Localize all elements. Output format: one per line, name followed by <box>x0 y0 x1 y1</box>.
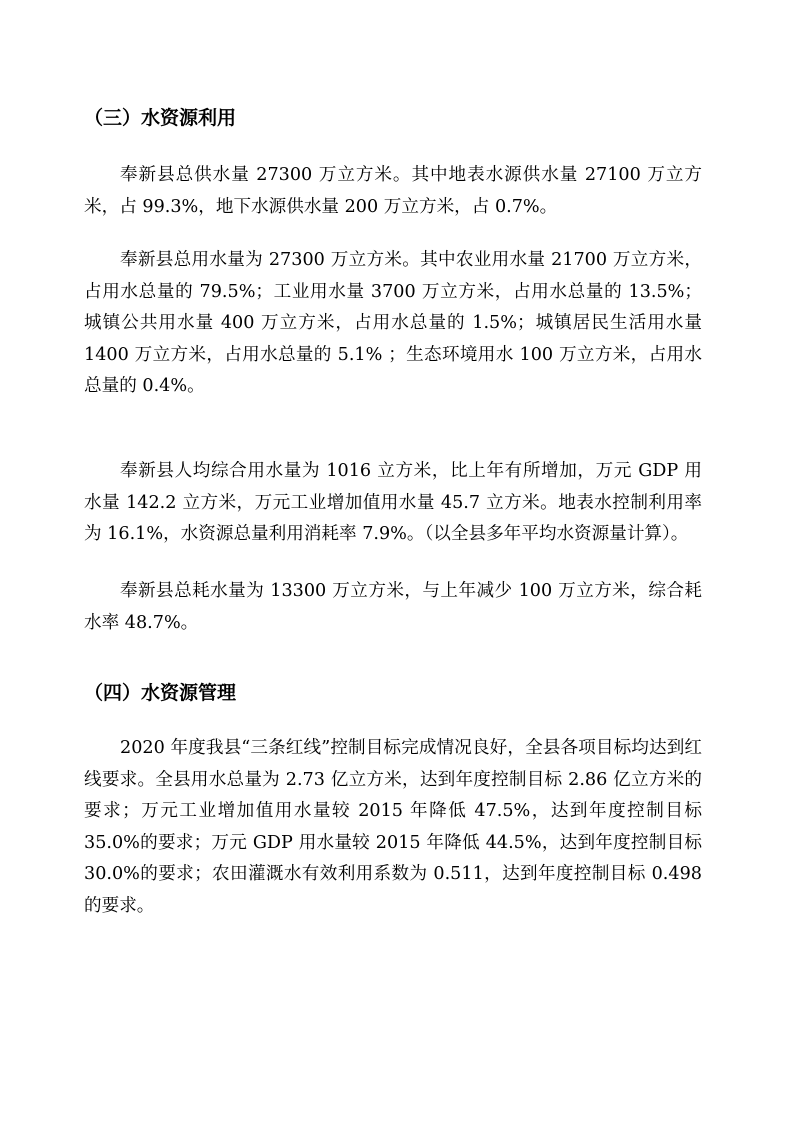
paragraph-red-line-targets: 2020 年度我县“三条红线”控制目标完成情况良好，全县各项目标均达到红线要求。全县用水总量为 2.73 亿立方米，达到年度控制目标 2.86 亿立方米的要求；万元工业增加值用水量较 2015 年降低 47.5%，达到年度控制目标 35.0%的要求；万元 GDP 用水量较 2015 年降低 44.5%，达到年度控制目标 30.0%的要求；农田灌溉水有效利用系数为 0.511，达到年度控制目标 0.498 的要求。 <box>84 738 702 916</box>
paragraph-per-capita-use: 奉新县人均综合用水量为 1016 立方米，比上年有所增加，万元 GDP 用水量 142.2 立方米，万元工业增加值用水量 45.7 立方米。地表水控制利用率为 16.1%，水资源总量利用消耗率 7.9%。（以全县多年平均水资源量计算）。 <box>84 461 702 545</box>
section-heading-water-utilization: （三）水资源利用 <box>84 107 237 129</box>
paragraph-water-consumption: 奉新县总耗水量为 13300 万立方米，与上年减少 100 万立方米，综合耗水率 48.7%。 <box>84 581 702 633</box>
paragraph-water-supply: 奉新县总供水量 27300 万立方米。其中地表水源供水量 27100 万立方米，占 99.3%，地下水源供水量 200 万立方米，占 0.7%。 <box>84 165 702 217</box>
section-heading-water-management: （四）水资源管理 <box>84 682 237 704</box>
paragraph-water-use: 奉新县总用水量为 27300 万立方米。其中农业用水量 21700 万立方米，占用水总量的 79.5%；工业用水量 3700 万立方米，占用水总量的 13.5%；城镇公共用水量 400 万立方米，占用水总量的 1.5%；城镇居民生活用水量 1400 万立方米，占用水总量的 5.1% ；生态环境用水 100 万立方米，占用水总量的 0.4%。 <box>84 250 702 397</box>
